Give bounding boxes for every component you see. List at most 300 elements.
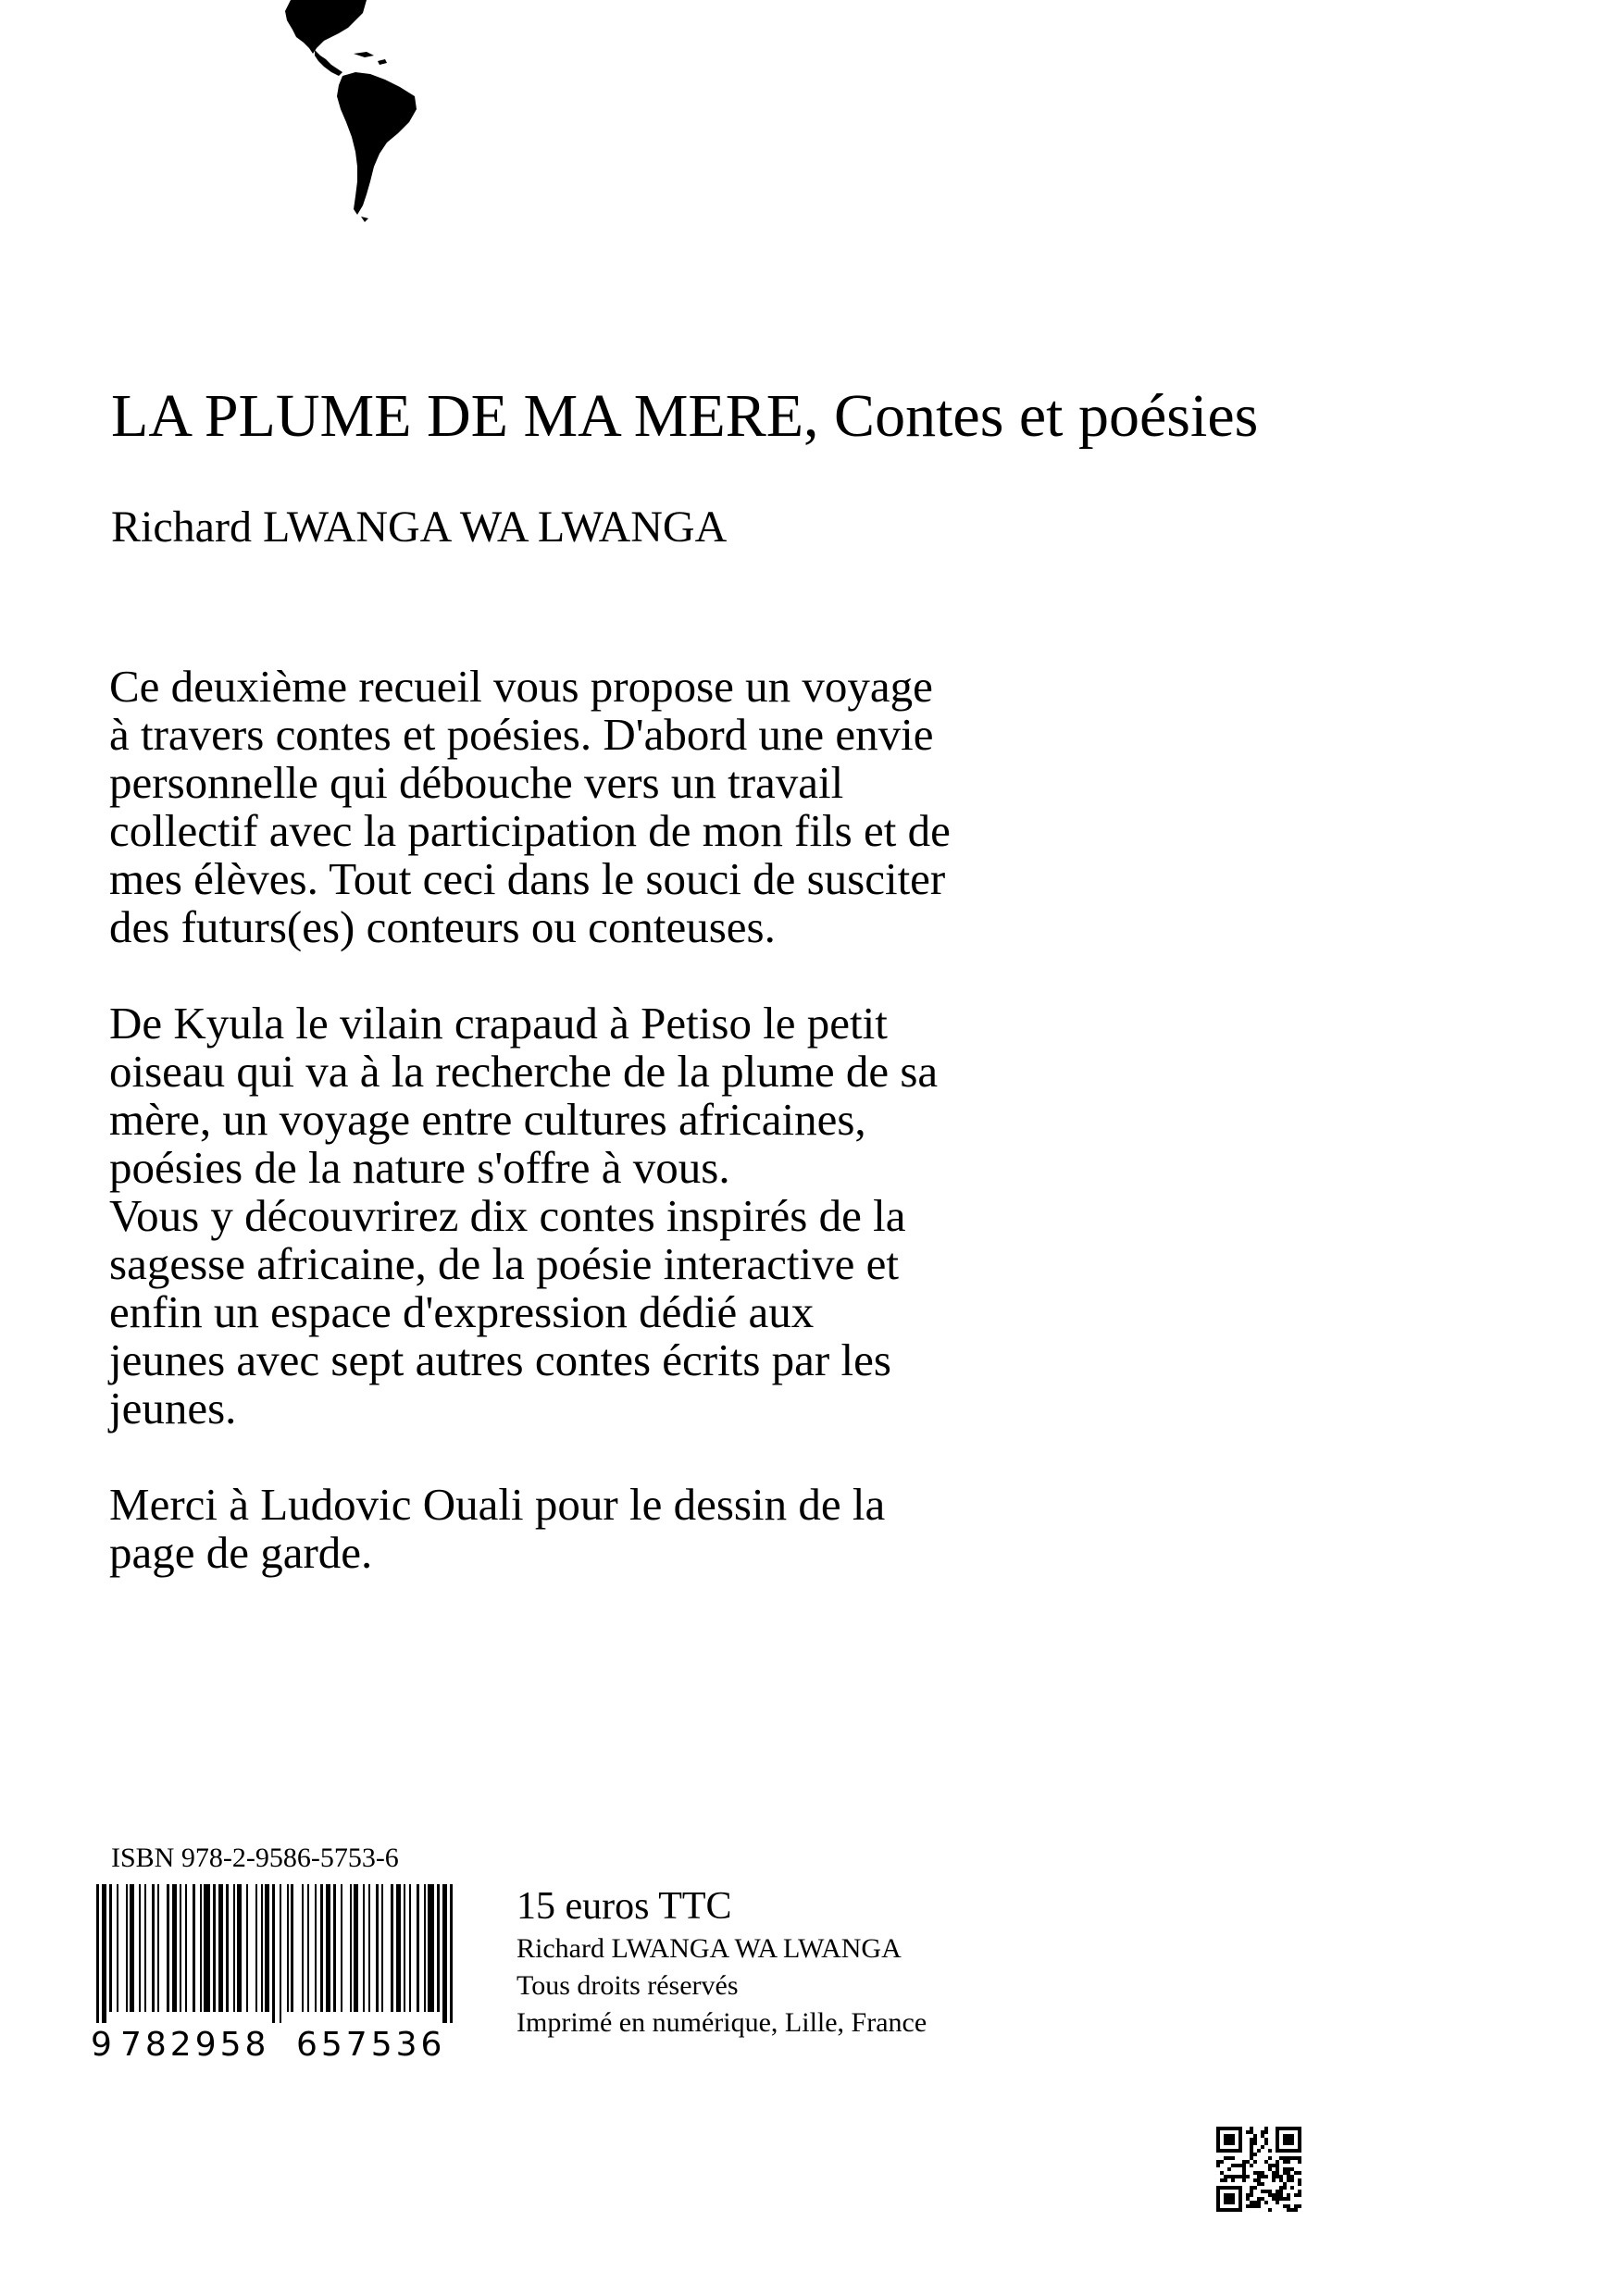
qr-module [1287,2178,1290,2182]
qr-module [1257,2201,1261,2204]
qr-module [1276,2201,1279,2204]
qr-module [1227,2167,1231,2171]
barcode-bar [109,1884,112,2012]
qr-module [1298,2127,1301,2130]
qr-module [1224,2138,1227,2141]
qr-module [1242,2164,1246,2167]
qr-module [1238,2164,1242,2167]
qr-module [1216,2130,1220,2134]
blurb-line: jeunes. [109,1383,237,1433]
qr-module [1231,2164,1235,2167]
qr-module [1279,2127,1283,2130]
qr-module [1231,2201,1235,2204]
qr-module [1227,2175,1231,2178]
qr-module [1298,2141,1301,2145]
qr-module [1224,2201,1227,2204]
barcode-bar [167,1884,169,2012]
qr-module [1238,2130,1242,2134]
qr-module [1276,2127,1279,2130]
qr-module [1246,2193,1250,2197]
qr-module [1261,2130,1264,2134]
blurb-line: collectif avec la participation de mon fils et de [109,805,951,856]
qr-module [1250,2130,1253,2134]
qr-module [1279,2186,1283,2190]
barcode-bar [363,1884,365,2012]
barcode-bar [381,1884,383,2012]
barcode-bar [341,1884,342,2012]
qr-module [1294,2171,1298,2175]
qr-module [1287,2156,1290,2160]
qr-module [1224,2197,1227,2201]
barcode-bar [396,1884,401,2012]
qr-module [1298,2156,1301,2160]
qr-module [1250,2153,1253,2156]
qr-module [1283,2197,1287,2201]
qr-module [1257,2178,1261,2182]
blurb-line: mère, un voyage entre cultures africaines, [109,1094,866,1145]
barcode-bar [117,1884,118,2012]
blurb-line: personnelle qui débouche vers un travail [109,757,844,808]
blurb-line: page de garde. [109,1527,373,1578]
blurb-line: Ce deuxième recueil vous propose un voyage [109,661,933,712]
qr-module [1298,2145,1301,2149]
qr-module [1287,2167,1290,2171]
qr-module [1287,2193,1290,2197]
qr-module [1253,2138,1257,2141]
qr-module [1250,2190,1253,2193]
barcode-bar [280,1884,281,2023]
qr-module [1264,2160,1268,2164]
qr-module [1287,2204,1290,2208]
qr-module [1246,2204,1250,2208]
qr-module [1253,2178,1257,2182]
imprint-block [517,1882,927,2042]
qr-module [1257,2171,1261,2175]
qr-module [1235,2175,1238,2178]
barcode-digits-left: 782958 [120,2026,270,2064]
qr-module [1231,2208,1235,2212]
qr-module [1268,2156,1272,2160]
qr-module [1268,2208,1272,2212]
qr-module [1246,2175,1250,2178]
qr-module [1224,2175,1227,2178]
qr-module [1250,2204,1253,2208]
qr-module [1224,2208,1227,2212]
qr-module [1253,2201,1257,2204]
qr-module [1276,2164,1279,2167]
barcode-bar [265,1884,269,2012]
print-location: Imprimé en numérique, Lille, France [517,2007,927,2038]
qr-module [1227,2141,1231,2145]
qr-module [1287,2134,1290,2138]
qr-module [1287,2197,1290,2201]
qr-module [1216,2127,1220,2130]
barcode-bar [200,1884,202,2012]
qr-module [1253,2141,1257,2145]
barcode-bar [326,1884,330,2012]
barcode-bar [139,1884,141,2012]
barcode-bar [157,1884,159,2012]
qr-module [1220,2186,1224,2190]
qr-module [1231,2149,1235,2153]
blurb-line: sagesse africaine, de la poésie interactive et [109,1238,899,1289]
barcode-bar [391,1884,393,2012]
qr-module [1235,2186,1238,2190]
qr-module [1216,2193,1220,2197]
qr-module [1272,2178,1276,2182]
qr-module [1268,2164,1272,2167]
barcode-bar [302,1884,304,2012]
qr-module [1276,2175,1279,2178]
barcode-bar [180,1884,181,2012]
qr-module [1261,2190,1264,2193]
qr-module [1276,2149,1279,2153]
barcode-bar [144,1884,146,2012]
qr-module [1268,2167,1272,2171]
blurb-line: enfin un espace d'expression dédié aux [109,1286,815,1337]
barcode-bar [404,1884,405,2012]
barcode-bar [315,1884,317,2012]
qr-module [1246,2160,1250,2164]
qr-module [1257,2182,1261,2186]
qr-module [1268,2190,1272,2193]
qr-module [1268,2193,1272,2197]
qr-module [1238,2197,1242,2201]
barcode-bar [246,1884,248,2012]
qr-module [1276,2138,1279,2141]
qr-module [1216,2208,1220,2212]
qr-module [1298,2204,1301,2208]
qr-module [1231,2141,1235,2145]
barcode-bar [428,1884,434,2012]
back-cover-blurb [109,663,1257,1625]
qr-module [1298,2178,1301,2182]
qr-module [1250,2164,1253,2167]
qr-module [1298,2190,1301,2193]
qr-module [1246,2197,1250,2201]
qr-module [1257,2175,1261,2178]
qr-module [1235,2208,1238,2212]
qr-module [1283,2160,1287,2164]
qr-module [1231,2138,1235,2141]
qr-module [1253,2153,1257,2156]
rights-notice: Tous droits réservés [517,1970,739,2001]
qr-module [1290,2175,1294,2178]
qr-module [1287,2160,1290,2164]
qr-module [1294,2156,1298,2160]
qr-code-icon [1216,2127,1301,2212]
qr-module [1220,2160,1224,2164]
qr-module [1264,2127,1268,2130]
qr-module [1250,2193,1253,2197]
barcode-bar [368,1884,370,2012]
qr-module [1279,2190,1283,2193]
qr-module [1250,2141,1253,2145]
qr-module [1283,2156,1287,2160]
qr-module [1250,2186,1253,2190]
qr-module [1283,2127,1287,2130]
qr-module [1216,2149,1220,2153]
qr-module [1283,2167,1287,2171]
qr-module [1294,2127,1298,2130]
barcode-bar [185,1884,187,2012]
barcode-bar [126,1884,128,2012]
qr-module [1242,2160,1246,2164]
blurb-paragraph-1 [109,663,1257,951]
qr-module [1238,2175,1242,2178]
qr-module [1224,2149,1227,2153]
barcode-bar [287,1884,289,2012]
qr-module [1279,2175,1283,2178]
qr-module [1224,2141,1227,2145]
qr-module [1290,2141,1294,2145]
qr-module [1231,2197,1235,2201]
qr-module [1261,2171,1264,2175]
qr-module [1283,2149,1287,2153]
qr-module [1290,2167,1294,2171]
barcode-bar [291,1884,293,2012]
qr-module [1231,2156,1235,2160]
qr-module [1283,2171,1287,2175]
qr-module [1250,2127,1253,2130]
qr-module [1290,2178,1294,2182]
qr-module [1290,2208,1294,2212]
qr-module [1216,2201,1220,2204]
barcode-bar [237,1884,242,2012]
qr-module [1227,2186,1231,2190]
qr-module [1276,2197,1279,2201]
qr-module [1290,2138,1294,2141]
qr-module [1238,2141,1242,2145]
qr-module [1216,2141,1220,2145]
barcode-bar [442,1884,447,2023]
qr-module [1216,2134,1220,2138]
qr-module [1235,2127,1238,2130]
qr-module [1264,2201,1268,2204]
qr-module [1261,2134,1264,2138]
qr-module [1227,2127,1231,2130]
qr-module [1253,2204,1257,2208]
qr-module [1276,2171,1279,2175]
qr-module [1253,2186,1257,2190]
qr-module [1290,2156,1294,2160]
blurb-line: Vous y découvrirez dix contes inspirés de la [109,1190,906,1241]
qr-module [1290,2134,1294,2138]
qr-module [1264,2138,1268,2141]
qr-module [1298,2160,1301,2164]
qr-module [1264,2130,1268,2134]
qr-module [1261,2182,1264,2186]
qr-module [1224,2186,1227,2190]
blurb-line: à travers contes et poésies. D'abord une envie [109,709,934,760]
qr-module [1253,2160,1257,2164]
qr-module [1250,2138,1253,2141]
barcode-bar [320,1884,323,2012]
barcode-bar [307,1884,309,2012]
qr-module [1264,2141,1268,2145]
qr-module [1235,2149,1238,2153]
barcode-bar [333,1884,336,2012]
isbn-label: ISBN 978-2-9586-5753-6 [111,1843,399,1873]
qr-module [1227,2193,1231,2197]
qr-module [1279,2193,1283,2197]
qr-module [1231,2134,1235,2138]
qr-module [1250,2149,1253,2153]
blurb-line: oiseau qui va à la recherche de la plume de sa [109,1046,939,1097]
qr-module [1224,2127,1227,2130]
qr-module [1227,2149,1231,2153]
qr-module [1238,2190,1242,2193]
barcode-bar [409,1884,411,2012]
qr-module [1276,2167,1279,2171]
qr-module [1264,2175,1268,2178]
qr-module [1238,2201,1242,2204]
qr-module [1220,2178,1224,2182]
qr-module [1276,2130,1279,2134]
qr-module [1268,2149,1272,2153]
barcode-digit-first: 9 [91,2026,112,2064]
barcode-bar [424,1884,426,2012]
barcode-bar [272,1884,275,2023]
qr-module [1224,2193,1227,2197]
qr-module [1227,2138,1231,2141]
qr-module [1220,2127,1224,2130]
qr-module [1272,2175,1276,2178]
qr-module [1231,2127,1235,2130]
qr-module [1253,2134,1257,2138]
qr-module [1276,2145,1279,2149]
barcode-bar [376,1884,379,2012]
blurb-line: De Kyula le vilain crapaud à Petiso le petit [109,998,888,1049]
qr-module [1298,2182,1301,2186]
qr-module [1231,2186,1235,2190]
blurb-line: mes élèves. Tout ceci dans le souci de susciter [109,853,946,904]
qr-module [1238,2145,1242,2149]
qr-module [1272,2197,1276,2201]
qr-module [1298,2149,1301,2153]
qr-module [1242,2167,1246,2171]
qr-module [1287,2175,1290,2178]
blurb-line: Merci à Ludovic Ouali pour le dessin de la [109,1479,886,1530]
barcode-bar [204,1884,210,2012]
qr-module [1235,2164,1238,2167]
qr-module [1276,2160,1279,2164]
qr-module [1283,2182,1287,2186]
qr-module [1294,2208,1298,2212]
qr-module [1242,2175,1246,2178]
barcode-bar [417,1884,419,2012]
qr-module [1250,2145,1253,2149]
qr-module [1231,2175,1235,2178]
qr-module [1216,2138,1220,2141]
qr-module [1216,2204,1220,2208]
blurb-line: jeunes avec sept autres contes écrits par les [109,1334,891,1385]
qr-module [1250,2201,1253,2204]
qr-module [1220,2149,1224,2153]
barcode-bar [130,1884,134,2012]
qr-module [1227,2197,1231,2201]
barcode-bar [218,1884,223,2012]
qr-module [1298,2134,1301,2138]
qr-module [1238,2134,1242,2138]
qr-module [1250,2156,1253,2160]
qr-module [1287,2149,1290,2153]
qr-module [1238,2138,1242,2141]
qr-module [1242,2178,1246,2182]
qr-module [1294,2149,1298,2153]
qr-module [1216,2160,1220,2164]
barcode-digits-right: 657536 [296,2026,446,2064]
qr-module [1287,2141,1290,2145]
qr-module [1216,2190,1220,2193]
qr-module [1272,2171,1276,2175]
qr-module [1287,2208,1290,2212]
qr-module [1238,2127,1242,2130]
qr-module [1276,2193,1279,2197]
qr-module [1216,2197,1220,2201]
blurb-line: des futurs(es) conteurs ou conteuses. [109,901,776,952]
barcode-bar [233,1884,235,2012]
barcode-bar [172,1884,177,2012]
barcode-bar [193,1884,195,2012]
barcode-bar [152,1884,155,2012]
qr-module [1276,2141,1279,2145]
qr-module [1283,2134,1287,2138]
barcode-bar [255,1884,257,2012]
qr-module [1224,2156,1227,2160]
americas-map-illustration [278,0,463,222]
qr-module [1257,2197,1261,2201]
qr-module [1238,2193,1242,2197]
blurb-line: poésies de la nature s'offre à vous. [109,1142,730,1193]
qr-module [1298,2130,1301,2134]
barcode-bar [350,1884,352,2012]
qr-module [1298,2138,1301,2141]
qr-module [1279,2149,1283,2153]
qr-module [1283,2138,1287,2141]
qr-module [1279,2156,1283,2160]
qr-module [1290,2149,1294,2153]
qr-module [1261,2145,1264,2149]
qr-module [1272,2193,1276,2197]
qr-module [1290,2127,1294,2130]
qr-module [1242,2171,1246,2175]
qr-module [1261,2197,1264,2201]
barcode-bar [261,1884,263,2012]
qr-module [1227,2208,1231,2212]
qr-module [1216,2186,1220,2190]
barcode-bar [437,1884,440,2012]
qr-module [1272,2164,1276,2167]
qr-module [1283,2204,1287,2208]
isbn-barcode [91,1884,457,2023]
qr-module [1287,2171,1290,2175]
qr-module [1287,2138,1290,2141]
qr-module [1238,2204,1242,2208]
qr-module [1261,2175,1264,2178]
qr-module [1224,2134,1227,2138]
qr-module [1246,2130,1250,2134]
barcode-bar [226,1884,229,2012]
qr-module [1238,2186,1242,2190]
qr-module [1279,2197,1283,2201]
qr-module [1227,2156,1231,2160]
price-label: 15 euros TTC [517,1885,732,1928]
barcode-bar [213,1884,216,2012]
qr-module [1298,2193,1301,2197]
blurb-paragraph-2 [109,999,1257,1433]
qr-module [1231,2178,1235,2182]
